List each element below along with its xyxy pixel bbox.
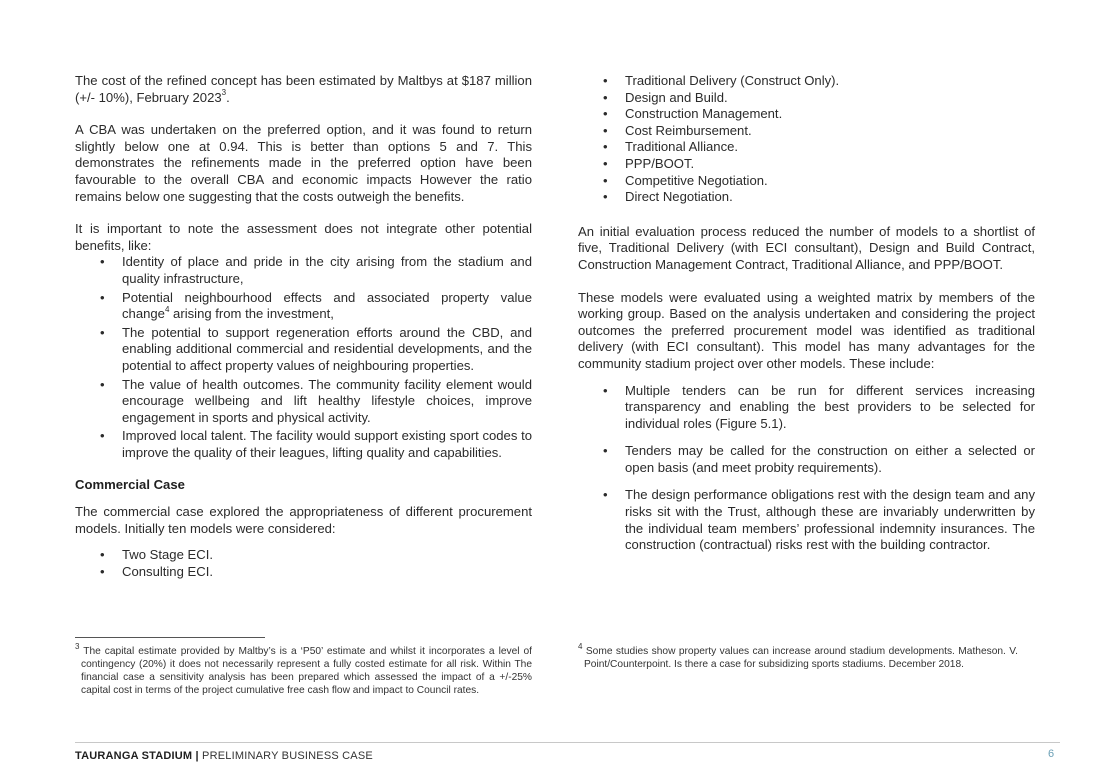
section-heading: Commercial Case — [75, 477, 185, 493]
weighted-matrix-paragraph: These models were evaluated using a weighted matrix by members of the working group. Based on the analysis undertaken and considering the project outcomes the preferred procurement model was identified as traditional delivery (with ECI consultant). This model has many advantages for the community stadium project over other models. These include: — [578, 289, 1035, 371]
footnote-ref-3[interactable]: 3 — [221, 88, 227, 98]
list-item: • Identity of place and pride in the city arising from the stadium and quality infrastructure, — [100, 254, 532, 286]
cba-paragraph: A CBA was undertaken on the preferred option, and it was found to return slightly below one at 0.94. This is better than options 5 and 7. This demonstrates the refinements made in the preferred option have been favourable to the overall CBA and economic impacts However the ratio remains below one suggesting that the costs outweigh the benefits. — [75, 122, 532, 204]
list-item: • Multiple tenders can be run for different services increasing transparency and enabling the best providers to be selected for individual roles (Figure 5.1). — [603, 382, 1035, 431]
bullet-icon: • — [603, 382, 608, 398]
evaluation-paragraph: An initial evaluation process reduced the number of models to a shortlist of five, Traditional Delivery (with ECI consultant), Design and Build Contract, Construction Management Contract, Traditional Alliance, and PPP/BOOT. — [578, 223, 1035, 272]
bullet-icon: • — [603, 122, 608, 138]
list-item: • Direct Negotiation. — [603, 189, 733, 205]
bullet-icon: • — [100, 289, 105, 305]
list-item: • The potential to support regeneration efforts around the CBD, and enabling additional commercial and residential developments, and the potential to affect property values of neighbouring properties. — [100, 324, 532, 373]
list-item: • PPP/BOOT. — [603, 155, 695, 171]
bullet-icon: • — [100, 254, 105, 270]
bullet-icon: • — [603, 487, 608, 503]
benefits-intro-paragraph: It is important to note the assessment does not integrate other potential benefits, like: — [75, 221, 532, 253]
bullet-icon: • — [100, 324, 105, 340]
list-item: • Traditional Delivery (Construct Only). — [603, 73, 840, 88]
page-footer: TAURANGA STADIUM | PRELIMINARY BUSINESS CASE — [75, 750, 373, 762]
list-item: • Construction Management. — [603, 106, 783, 122]
list-item: • The value of health outcomes. The community facility element would encourage wellbeing and lift healthy lifestyle choices, improve engagement in sports and physical activity. — [100, 376, 532, 425]
bullet-icon: • — [100, 563, 105, 579]
footnote-4: $^4$ Some studies show property values can increase around stadium developments. Matheson. V. Point/Counterpoint. Is there a case for subsidizing sports stadiums. December 2018. — [578, 641, 1018, 670]
advantages-list — [578, 383, 1035, 554]
models-list-right — [578, 73, 1035, 206]
bullet-icon: • — [603, 89, 608, 105]
list-item: • Improved local talent. The facility would support existing sport codes to improve the quality of their leagues, lifting quality and capabilities. — [100, 428, 532, 460]
benefits-list — [75, 254, 532, 461]
list-item: • Two Stage ECI. — [100, 547, 213, 563]
list-item: • Tenders may be called for the construction on either a selected or open basis (and meet probity requirements). — [603, 443, 1035, 475]
models-list-left — [75, 547, 532, 580]
bullet-icon: • — [603, 73, 608, 88]
footer-divider — [75, 742, 1060, 743]
list-item: • Traditional Alliance. — [603, 139, 739, 155]
left-column — [75, 73, 532, 580]
list-item: • Competitive Negotiation. — [603, 172, 768, 188]
bullet-icon: • — [603, 172, 608, 188]
list-item: • Design and Build. — [603, 89, 728, 105]
footnote-divider — [75, 637, 265, 638]
commercial-case-paragraph: The commercial case explored the appropriateness of different procurement models. Initially ten models were considered: — [75, 504, 532, 536]
page-number: 6 — [1048, 748, 1055, 760]
bullet-icon: • — [100, 547, 105, 563]
list-item: • Cost Reimbursement. — [603, 122, 752, 138]
right-column — [578, 73, 1035, 565]
list-item: • The design performance obligations rest with the design team and any risks sit with the Trust, although these are invariably underwritten by the individual team members’ professional indemnity insurances. The construction (contractual) risks rest with the building contractor. — [603, 487, 1035, 553]
bullet-icon: • — [603, 155, 608, 171]
bullet-icon: • — [100, 428, 105, 444]
bullet-icon: • — [100, 376, 105, 392]
bullet-icon: • — [603, 443, 608, 459]
footnote-3: $^3$ The capital estimate provided by Maltby’s is a ‘P50’ estimate and whilst it incorporates a level of contingency (20%) it does not necessarily represent a fully costed estimate for all risk. Within The financial case a sensitivity analysis has been prepared which assessed the impact of a +/-25% capital cost in terms of the project cumulative free cash flow and impact to Council rates. — [75, 641, 532, 696]
bullet-icon: • — [603, 189, 608, 205]
cost-paragraph: The cost of the refined concept has been estimated by Maltbys at $187 million (+/- 10%), February 2023$^3$. — [75, 73, 532, 105]
list-item: • Potential neighbourhood effects and associated property value change$^4$ arising from the investment, — [100, 289, 532, 322]
bullet-icon: • — [603, 106, 608, 122]
footnote-ref-4[interactable]: 4 — [164, 304, 170, 314]
bullet-icon: • — [603, 139, 608, 155]
list-item: • Consulting ECI. — [100, 563, 213, 579]
